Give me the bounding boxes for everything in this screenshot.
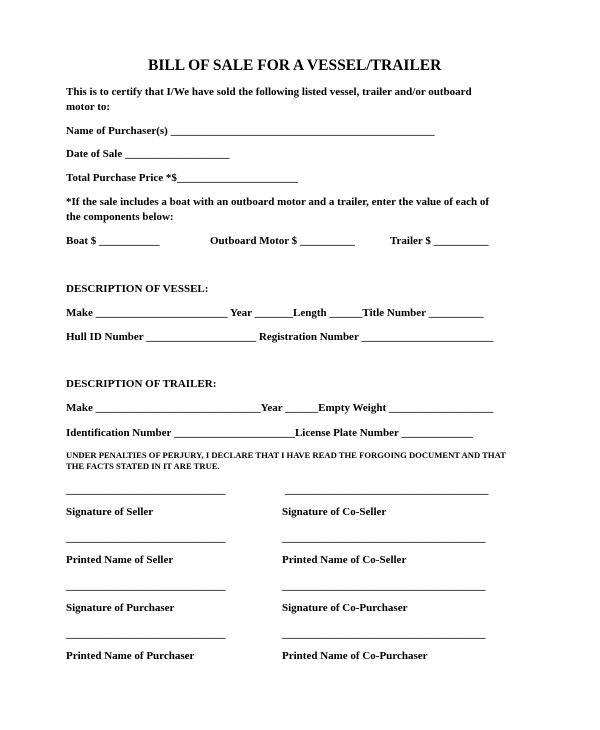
vessel-hull-registration-row[interactable]: Hull ID Number ____________________ Registration Number ________________________ bbox=[66, 331, 494, 343]
signature-of-purchaser-label: Signature of Purchaser bbox=[66, 602, 175, 614]
signature-of-co-seller-label: Signature of Co-Seller bbox=[282, 506, 387, 518]
note-line-1: *If the sale includes a boat with an outboard motor and a trailer, enter the value of each of bbox=[66, 196, 489, 208]
total-price-field[interactable]: Total Purchase Price *$______________________ bbox=[66, 172, 298, 184]
purchaser-name-field[interactable]: Name of Purchaser(s) ________________________________________________ bbox=[66, 125, 435, 137]
seller-signature-line[interactable]: _____________________________ bbox=[66, 484, 226, 496]
trailer-make-year-weight-row[interactable]: Make ______________________________Year ______Empty Weight ___________________ bbox=[66, 402, 494, 414]
purchaser-printed-name-line[interactable]: _____________________________ bbox=[66, 628, 226, 640]
printed-name-of-purchaser-label: Printed Name of Purchaser bbox=[66, 650, 195, 662]
outboard-motor-value-field[interactable]: Outboard Motor $ __________ bbox=[210, 235, 355, 247]
boat-value-field[interactable]: Boat $ ___________ bbox=[66, 235, 160, 247]
perjury-statement-line-1: UNDER PENALTIES OF PERJURY, I DECLARE THAT I HAVE READ THE FORGOING DOCUMENT AND THAT bbox=[66, 450, 506, 460]
signature-of-co-purchaser-label: Signature of Co-Purchaser bbox=[282, 602, 408, 614]
printed-name-of-seller-label: Printed Name of Seller bbox=[66, 554, 174, 566]
perjury-statement-line-2: THE FACTS STATED IN IT ARE TRUE. bbox=[66, 461, 220, 471]
document-title: BILL OF SALE FOR A VESSEL/TRAILER bbox=[148, 57, 442, 74]
co-seller-signature-line[interactable]: _____________________________________ bbox=[285, 484, 489, 496]
intro-line-2: motor to: bbox=[66, 101, 111, 113]
vessel-section-heading: DESCRIPTION OF VESSEL: bbox=[66, 283, 209, 295]
signature-of-seller-label: Signature of Seller bbox=[66, 506, 154, 518]
date-of-sale-field[interactable]: Date of Sale ___________________ bbox=[66, 148, 230, 160]
trailer-section-heading: DESCRIPTION OF TRAILER: bbox=[66, 378, 217, 390]
note-line-2: the components below: bbox=[66, 211, 174, 223]
intro-line-1: This is to certify that I/We have sold the following listed vessel, trailer and/or outboard bbox=[66, 86, 472, 98]
seller-printed-name-line[interactable]: _____________________________ bbox=[66, 532, 226, 544]
printed-name-of-co-seller-label: Printed Name of Co-Seller bbox=[282, 554, 407, 566]
co-purchaser-printed-name-line[interactable]: _____________________________________ bbox=[282, 628, 486, 640]
purchaser-signature-line[interactable]: _____________________________ bbox=[66, 580, 226, 592]
printed-name-of-co-purchaser-label: Printed Name of Co-Purchaser bbox=[282, 650, 428, 662]
co-seller-printed-name-line[interactable]: _____________________________________ bbox=[282, 532, 486, 544]
co-purchaser-signature-line[interactable]: _____________________________________ bbox=[282, 580, 486, 592]
trailer-id-plate-row[interactable]: Identification Number ______________________License Plate Number _____________ bbox=[66, 427, 473, 439]
vessel-make-year-length-title-row[interactable]: Make ________________________ Year _______Length ______Title Number __________ bbox=[66, 307, 484, 319]
trailer-value-field[interactable]: Trailer $ __________ bbox=[390, 235, 489, 247]
